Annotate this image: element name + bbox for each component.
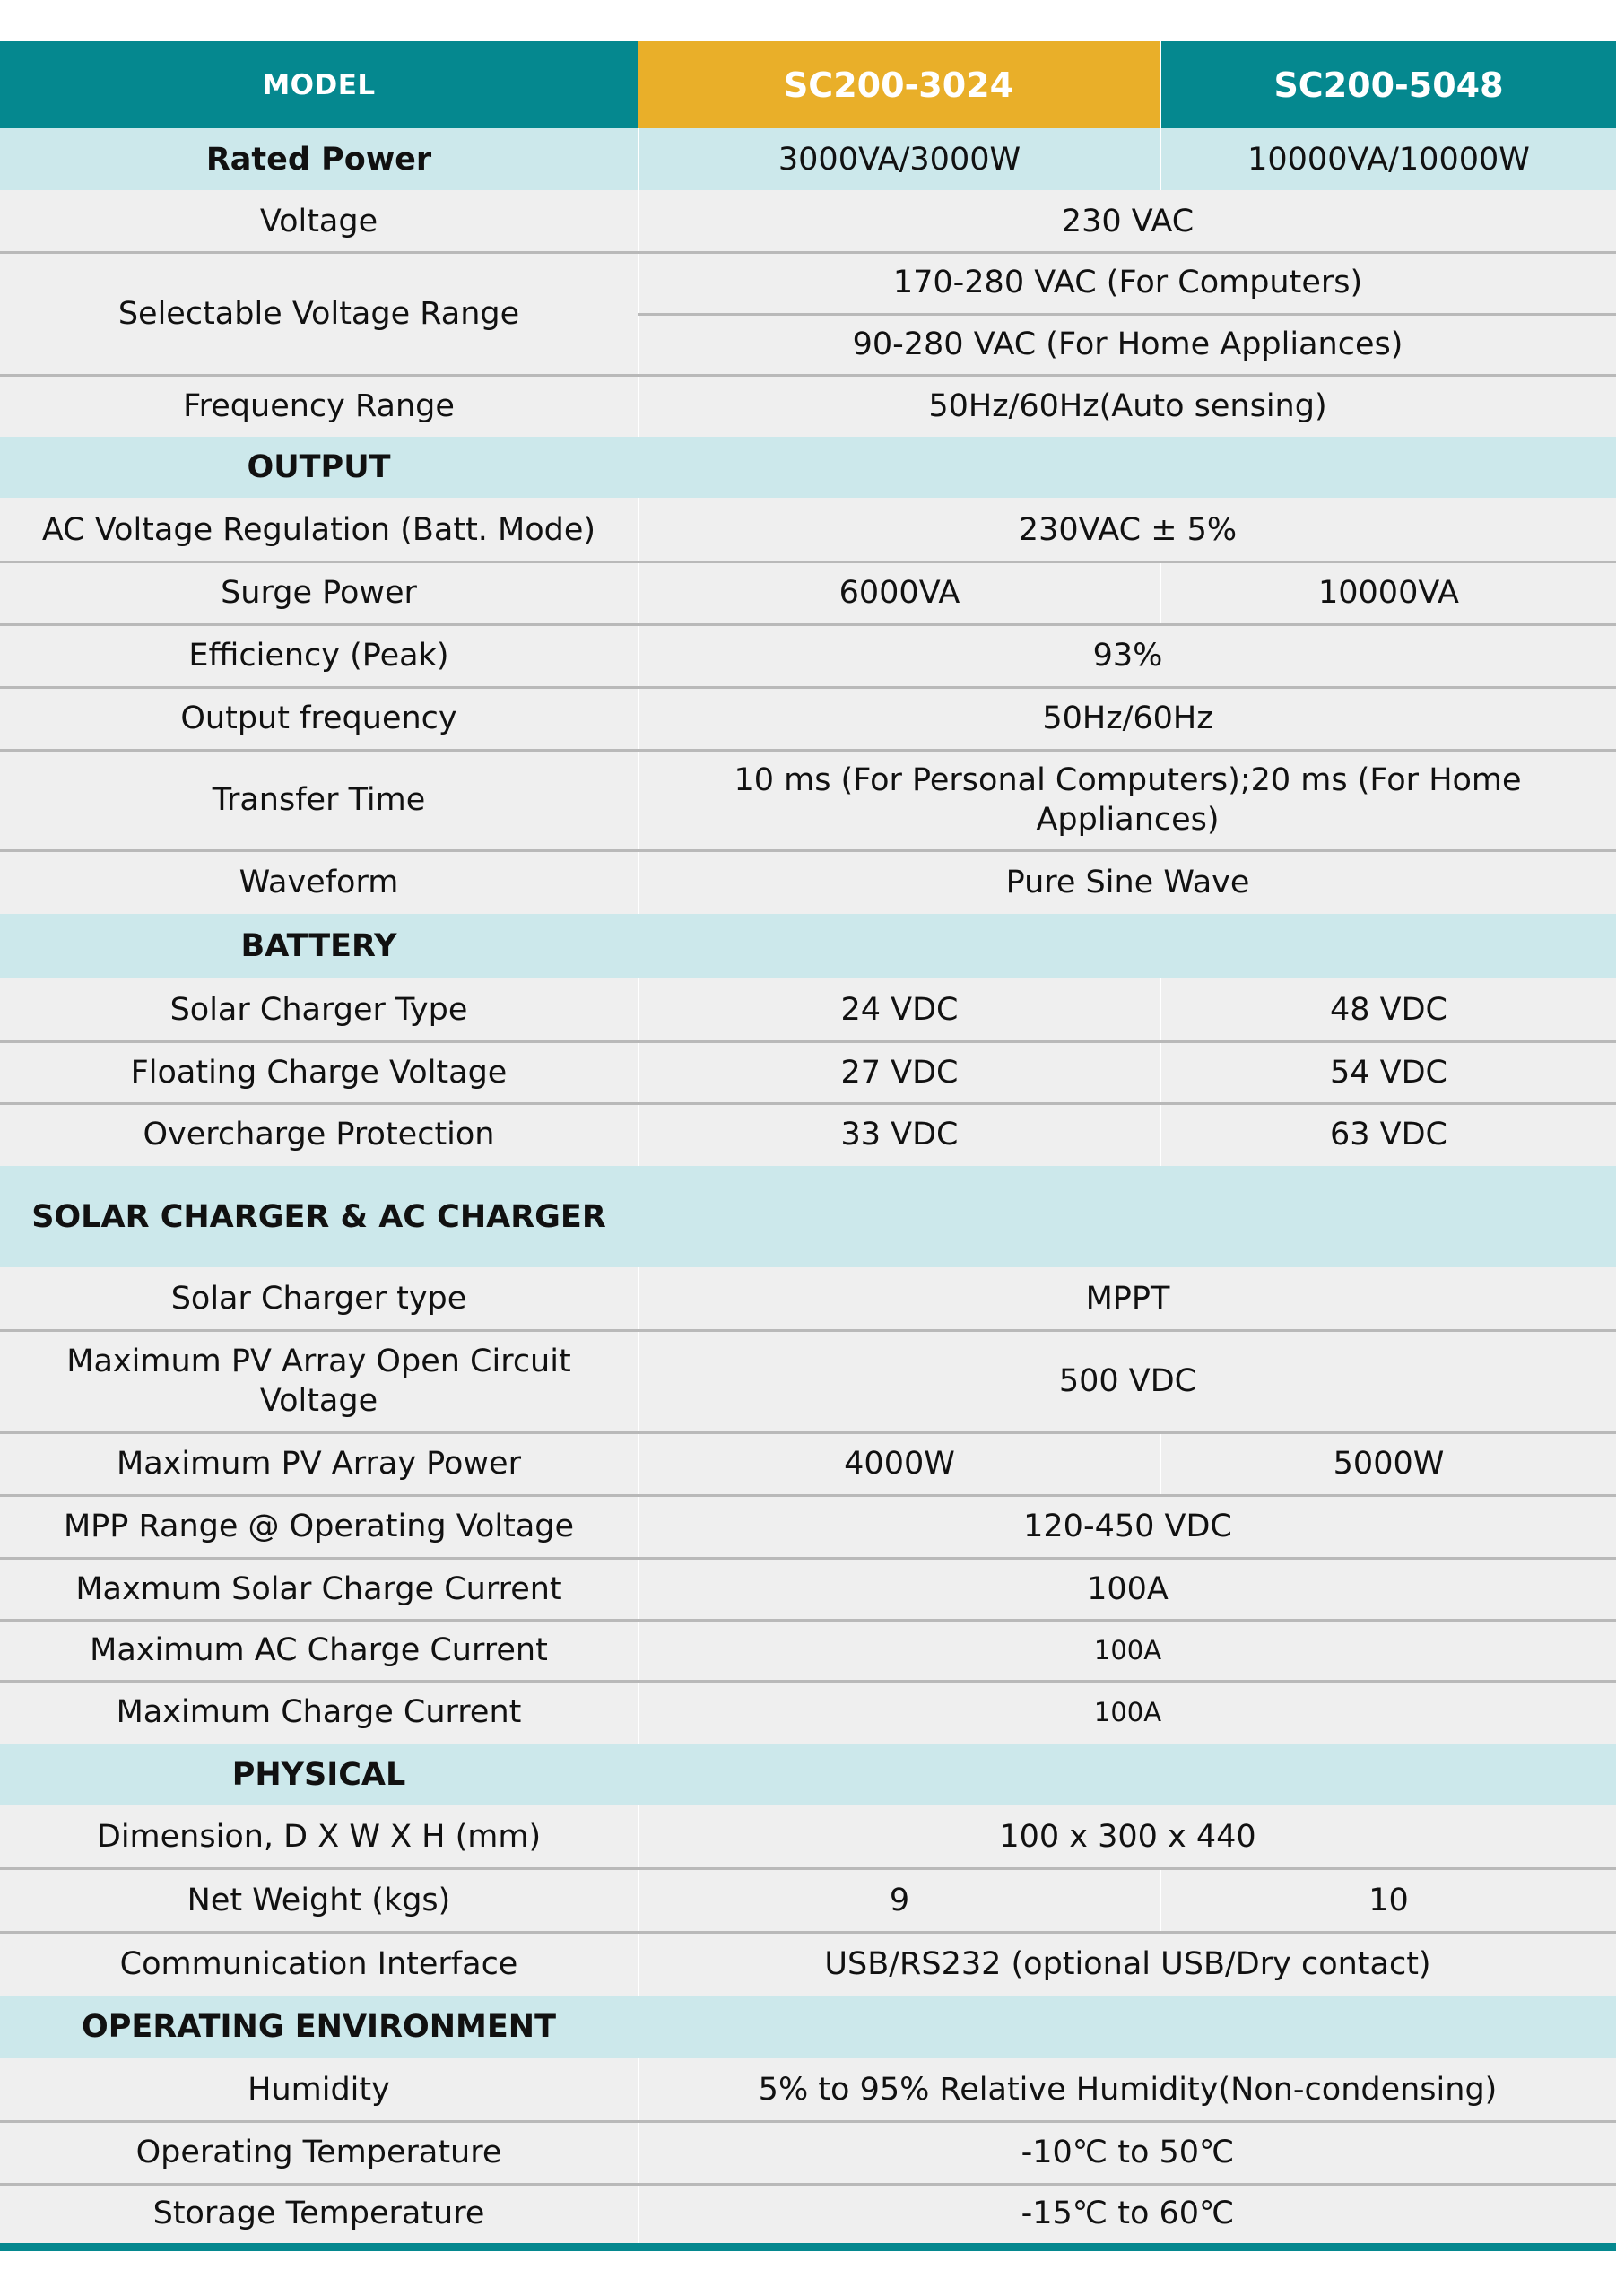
value-sc200-3024: 33 VDC bbox=[840, 1117, 959, 1152]
column-divider bbox=[638, 1495, 639, 1558]
spec-label: MPP Range @ Operating Voltage bbox=[63, 1509, 575, 1544]
spec-label: Operating Temperature bbox=[135, 2135, 502, 2170]
value-sc200-5048: 54 VDC bbox=[1330, 1054, 1447, 1091]
spec-label: Overcharge Protection bbox=[143, 1117, 495, 1152]
section-header-row bbox=[0, 914, 1616, 978]
column-divider bbox=[638, 687, 639, 750]
spec-label: Efficiency (Peak) bbox=[188, 638, 449, 674]
column-divider bbox=[638, 1103, 639, 1166]
spec-label: Solar Charger Type bbox=[169, 991, 468, 1028]
spec-row bbox=[0, 1495, 1616, 1558]
spec-row bbox=[0, 2184, 1616, 2243]
spec-row bbox=[0, 687, 1616, 750]
column-divider bbox=[638, 1267, 639, 1330]
row-separator bbox=[638, 313, 1616, 316]
column-divider bbox=[638, 498, 639, 561]
spec-label: Solar Charger type bbox=[170, 1281, 467, 1317]
spec-row bbox=[0, 1932, 1616, 1996]
value-shared: 500 VDC bbox=[1058, 1363, 1197, 1399]
spec-label: Voltage bbox=[259, 203, 378, 239]
column-divider bbox=[638, 978, 639, 1041]
spec-label: Waveform bbox=[239, 864, 399, 900]
value-shared: Pure Sine Wave bbox=[1005, 864, 1250, 900]
value-sc200-5048: 5000W bbox=[1333, 1446, 1445, 1482]
section-title: SOLAR CHARGER & AC CHARGER bbox=[31, 1198, 606, 1235]
spec-label: Maximum Charge Current bbox=[116, 1694, 522, 1730]
spec-row bbox=[0, 1330, 1616, 1432]
value-sc200-3024: 9 bbox=[889, 1882, 910, 1918]
spec-label: Humidity bbox=[248, 2072, 390, 2108]
column-divider bbox=[1160, 128, 1161, 190]
spec-row bbox=[0, 850, 1616, 914]
column-divider bbox=[638, 1805, 639, 1868]
value-shared: 100A bbox=[1087, 1570, 1169, 1607]
value-shared-option: 170-280 VAC (For Computers) bbox=[892, 265, 1363, 301]
spec-row bbox=[0, 2058, 1616, 2121]
spec-label: AC Voltage Regulation (Batt. Mode) bbox=[41, 511, 596, 548]
value-shared: 100 x 300 x 440 bbox=[999, 1819, 1256, 1855]
value-shared: 50Hz/60Hz(Auto sensing) bbox=[928, 387, 1327, 424]
spec-row bbox=[0, 498, 1616, 561]
column-divider bbox=[1160, 978, 1161, 1041]
column-divider bbox=[638, 1330, 639, 1432]
header-model-sc200-5048: SC200-5048 bbox=[1273, 65, 1504, 105]
column-divider bbox=[1160, 1103, 1161, 1166]
column-divider bbox=[1160, 1432, 1161, 1495]
value-sc200-5048: 10 bbox=[1368, 1882, 1409, 1918]
column-divider bbox=[638, 624, 639, 687]
column-divider bbox=[638, 2121, 639, 2184]
value-shared: -15℃ to 60℃ bbox=[1021, 2196, 1235, 2231]
column-divider bbox=[1160, 1868, 1161, 1932]
spec-label: Maximum PV Array Open Circuit Voltage bbox=[66, 1344, 571, 1419]
spec-row bbox=[0, 1868, 1616, 1932]
spec-row bbox=[0, 561, 1616, 624]
spec-label: Rated Power bbox=[205, 141, 432, 178]
column-divider bbox=[638, 1868, 639, 1932]
value-shared: 93% bbox=[1092, 638, 1163, 674]
section-header-row bbox=[0, 1166, 1616, 1267]
spec-row bbox=[0, 1805, 1616, 1868]
value-shared: -10℃ to 50℃ bbox=[1021, 2135, 1235, 2170]
spec-row bbox=[0, 1103, 1616, 1166]
value-sc200-3024: 24 VDC bbox=[840, 991, 959, 1028]
spec-label: Frequency Range bbox=[183, 387, 455, 424]
column-divider bbox=[638, 128, 639, 190]
value-sc200-5048: 10000VA/10000W bbox=[1247, 141, 1530, 178]
value-sc200-5048: 63 VDC bbox=[1330, 1117, 1447, 1152]
column-divider bbox=[638, 561, 639, 624]
spec-row bbox=[0, 190, 1616, 252]
spec-row bbox=[0, 1558, 1616, 1620]
spec-row bbox=[0, 1432, 1616, 1495]
spec-label: Net Weight (kgs) bbox=[187, 1882, 451, 1918]
spec-row bbox=[0, 1041, 1616, 1103]
section-title: OUTPUT bbox=[247, 449, 391, 485]
section-title: PHYSICAL bbox=[231, 1756, 406, 1793]
column-divider bbox=[638, 1681, 639, 1744]
value-shared: USB/RS232 (optional USB/Dry contact) bbox=[824, 1945, 1431, 1982]
spec-row bbox=[0, 252, 1616, 375]
column-divider bbox=[1160, 41, 1161, 128]
value-shared: 230VAC ± 5% bbox=[1018, 511, 1238, 548]
value-shared: 5% to 95% Relative Humidity(Non-condensing) bbox=[758, 2072, 1498, 2108]
spec-row bbox=[0, 1681, 1616, 1744]
column-divider bbox=[638, 1558, 639, 1620]
column-divider bbox=[638, 2184, 639, 2243]
column-divider bbox=[638, 1932, 639, 1996]
spec-row bbox=[0, 1620, 1616, 1681]
column-divider bbox=[1160, 1041, 1161, 1103]
spec-label: Maximum PV Array Power bbox=[117, 1446, 521, 1482]
spec-row bbox=[0, 375, 1616, 437]
column-divider bbox=[638, 2058, 639, 2121]
spec-label: Selectable Voltage Range bbox=[117, 295, 520, 332]
column-divider bbox=[638, 750, 639, 850]
spec-row bbox=[0, 2121, 1616, 2184]
column-divider bbox=[638, 375, 639, 437]
value-shared: 230 VAC bbox=[1061, 203, 1195, 239]
bottom-accent-bar bbox=[0, 2243, 1616, 2251]
spec-label: Output frequency bbox=[180, 700, 457, 736]
table-header-row bbox=[0, 41, 1616, 128]
value-shared: 100A bbox=[1093, 1697, 1162, 1727]
column-divider bbox=[1160, 561, 1161, 624]
spec-row bbox=[0, 624, 1616, 687]
value-shared: 100A bbox=[1093, 1635, 1162, 1665]
spec-label: Floating Charge Voltage bbox=[130, 1054, 508, 1091]
header-model-sc200-3024: SC200-3024 bbox=[638, 41, 1160, 128]
value-shared: 50Hz/60Hz bbox=[1042, 700, 1213, 736]
section-header-row bbox=[0, 437, 1616, 498]
column-divider bbox=[638, 850, 639, 914]
spec-label: Surge Power bbox=[221, 575, 417, 611]
value-shared: 120-450 VDC bbox=[1023, 1509, 1232, 1544]
spec-label: Storage Temperature bbox=[152, 2196, 485, 2231]
value-shared: MPPT bbox=[1085, 1281, 1170, 1317]
value-sc200-3024: 3000VA/3000W bbox=[778, 141, 1021, 178]
spec-row bbox=[0, 128, 1616, 190]
value-sc200-3024: 4000W bbox=[844, 1446, 955, 1482]
spec-label: Dimension, D X W X H (mm) bbox=[96, 1819, 542, 1855]
value-sc200-5048: 10000VA bbox=[1318, 575, 1459, 611]
value-shared-option: 90-280 VAC (For Home Appliances) bbox=[852, 326, 1403, 362]
spec-row bbox=[0, 1267, 1616, 1330]
value-sc200-5048: 48 VDC bbox=[1330, 991, 1447, 1028]
spec-row bbox=[0, 978, 1616, 1041]
value-sc200-3024: 6000VA bbox=[838, 575, 960, 611]
spec-label: Maxmum Solar Charge Current bbox=[75, 1570, 562, 1607]
section-header-row bbox=[0, 1996, 1616, 2058]
column-divider bbox=[638, 1041, 639, 1103]
spec-row bbox=[0, 750, 1616, 850]
column-divider bbox=[638, 190, 639, 252]
section-header-row bbox=[0, 1744, 1616, 1805]
section-title: OPERATING ENVIRONMENT bbox=[82, 2009, 556, 2045]
value-shared: 10 ms (For Personal Computers);20 ms (For Home Appliances) bbox=[734, 762, 1522, 838]
header-model-label: MODEL bbox=[262, 68, 376, 101]
column-divider bbox=[638, 1432, 639, 1495]
section-title: BATTERY bbox=[240, 927, 397, 964]
spec-label: Communication Interface bbox=[119, 1945, 518, 1982]
spec-label: Maximum AC Charge Current bbox=[90, 1632, 548, 1668]
spec-label: Transfer Time bbox=[212, 782, 426, 818]
value-sc200-3024: 27 VDC bbox=[840, 1054, 959, 1091]
column-divider bbox=[638, 1620, 639, 1681]
